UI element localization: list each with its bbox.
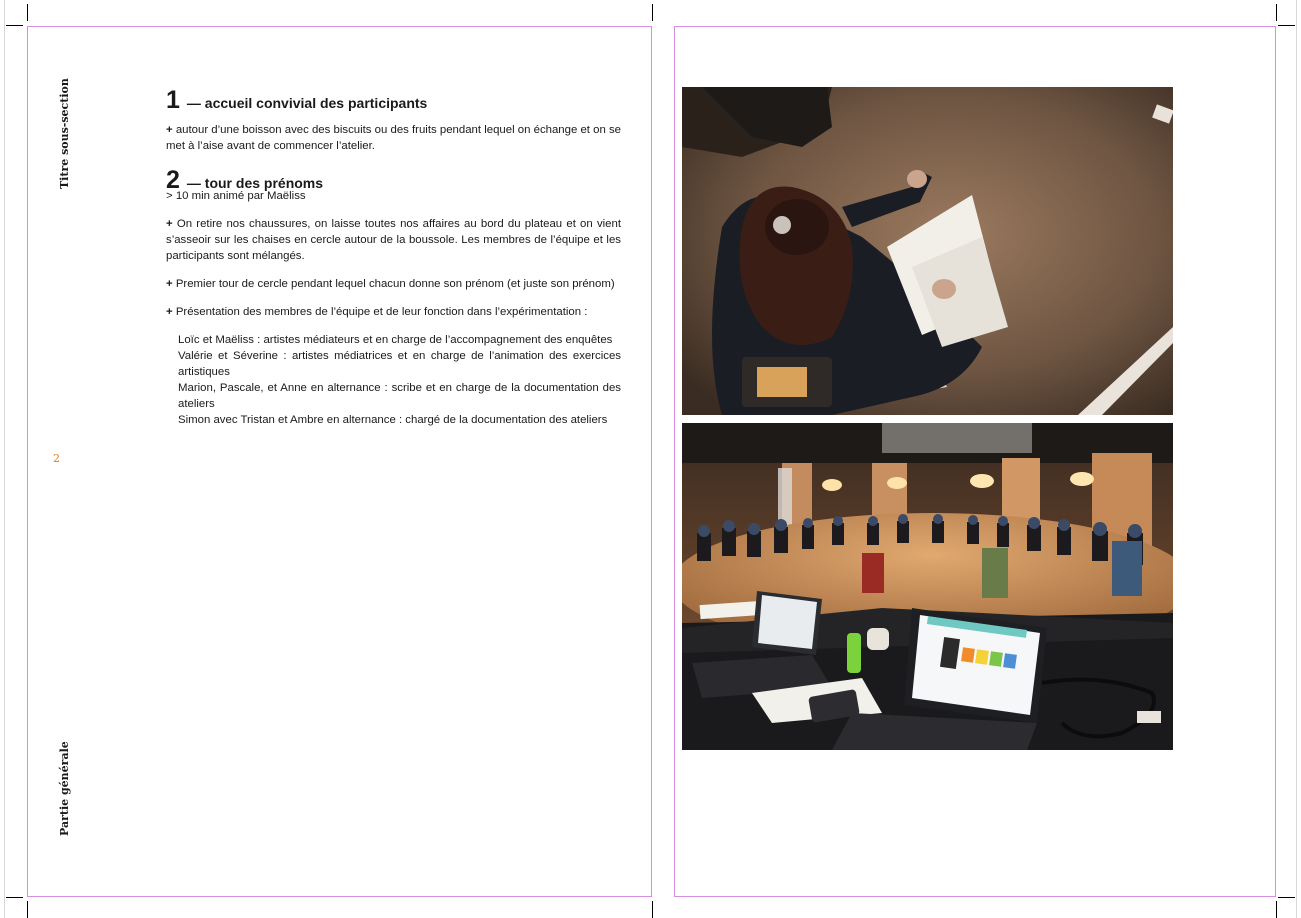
step-2-title: — tour des prénoms bbox=[186, 175, 324, 191]
crop-mark bbox=[1276, 4, 1277, 21]
page-number: 2 bbox=[53, 452, 60, 465]
body-text-column bbox=[166, 86, 621, 428]
photo-reading-script bbox=[682, 87, 1173, 415]
step-1-paragraph: + autour d’une boisson avec des biscuits ou des fruits pendant lequel on échange et on se met à l’aise avant de commencer l’atelier. bbox=[166, 124, 622, 152]
team-list bbox=[166, 332, 621, 428]
step-1-number: 1 bbox=[166, 86, 180, 114]
team-list-item: Marion, Pascale, et Anne en alternance : scribe et en charge de la documentation des ateliers bbox=[178, 382, 621, 410]
step-2-number: 2 bbox=[166, 166, 180, 194]
part-title-label: Partie générale bbox=[58, 741, 71, 836]
team-list-item: Loïc et Maëliss : artistes médiateurs et en charge de l’accompagnement des enquêtes bbox=[178, 334, 613, 346]
bullet-plus: + bbox=[166, 124, 173, 136]
crop-mark bbox=[1278, 25, 1295, 26]
team-list-item: Simon avec Tristan et Ambre en alternance : chargé de la documentation des ateliers bbox=[178, 414, 608, 426]
crop-mark bbox=[27, 901, 28, 918]
crop-mark bbox=[652, 4, 653, 21]
step-2-paragraph: + On retire nos chaussures, on laisse toutes nos affaires au bord du plateau et on vient s’asseoir sur les chaises en cercle autour de la boussole. Les membres de l’équipe et les participants sont mélangés. bbox=[166, 218, 622, 262]
photo-workshop-circle bbox=[682, 423, 1173, 750]
crop-mark bbox=[27, 4, 28, 21]
step-1-title: — accueil convivial des participants bbox=[186, 95, 428, 111]
crop-mark bbox=[1278, 897, 1295, 898]
step-2-subtitle: > 10 min animé par Maëliss bbox=[166, 190, 306, 202]
step-2-paragraph: + Présentation des membres de l’équipe et de leur fonction dans l’expérimentation : bbox=[166, 306, 588, 318]
team-list-item: Valérie et Séverine : artistes médiatrices et en charge de l’animation des exercices artistiques bbox=[178, 350, 621, 378]
bullet-plus: + bbox=[166, 218, 173, 230]
bullet-plus: + bbox=[166, 278, 173, 290]
crop-mark bbox=[1276, 901, 1277, 918]
crop-mark bbox=[6, 25, 23, 26]
crop-mark bbox=[652, 901, 653, 918]
step-1-heading bbox=[166, 86, 621, 114]
section-title-label: Titre sous-section bbox=[58, 78, 71, 189]
bullet-plus: + bbox=[166, 306, 173, 318]
step-2-paragraph: + Premier tour de cercle pendant lequel chacun donne son prénom (et juste son prénom) bbox=[166, 278, 615, 290]
crop-mark bbox=[6, 897, 23, 898]
